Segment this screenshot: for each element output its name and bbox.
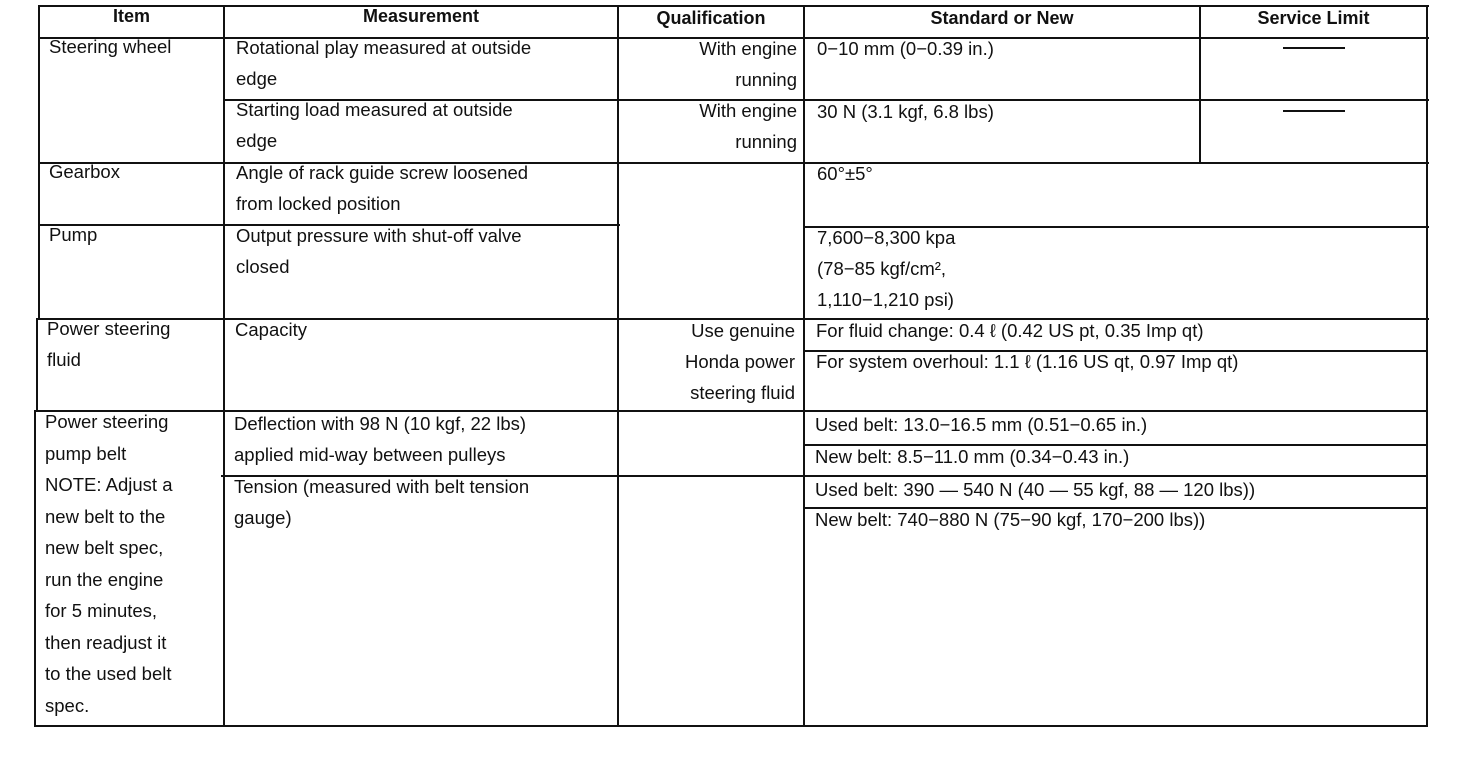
item-belt-line: new belt spec, xyxy=(45,537,164,558)
standard-output-pressure-1: 7,600−8,300 kpa xyxy=(817,227,956,248)
service-limit-dash-2 xyxy=(1283,110,1345,112)
qualification-rotational-2: running xyxy=(735,69,797,90)
qualification-fluid-1: Use genuine xyxy=(691,320,795,341)
standard-deflection-new: New belt: 8.5−11.0 mm (0.34−0.43 in.) xyxy=(815,446,1130,467)
measurement-rotational-play-1: Rotational play measured at outside xyxy=(236,37,532,58)
standard-system-overhaul: For system overhoul: 1.1 ℓ (1.16 US qt, 0.97 Imp qt) xyxy=(816,351,1239,372)
measurement-rack-guide-2: from locked position xyxy=(236,193,401,214)
standard-deflection-used: Used belt: 13.0−16.5 mm (0.51−0.65 in.) xyxy=(815,414,1148,435)
qualification-fluid-2: Honda power xyxy=(684,351,795,372)
item-belt-line: run the engine xyxy=(45,568,164,590)
rule-left-1 xyxy=(38,5,40,320)
item-steering-wheel: Steering wheel xyxy=(49,36,172,57)
qualification-rotational-1: With engine xyxy=(699,38,797,59)
standard-output-pressure-2: (78−85 kgf/cm², xyxy=(817,258,947,279)
rule-left-2 xyxy=(36,318,38,412)
header-service-limit: Service Limit xyxy=(1257,8,1370,28)
rule-right xyxy=(1426,5,1428,727)
measurement-starting-load-2: edge xyxy=(236,130,278,151)
standard-output-pressure-3: 1,110−1,210 psi) xyxy=(817,289,954,310)
rule-left-3 xyxy=(34,410,36,727)
item-belt-line: Power steering xyxy=(45,411,169,432)
item-pump: Pump xyxy=(49,224,98,245)
rule-col-2 xyxy=(223,5,225,727)
standard-rack-guide-angle: 60°±5° xyxy=(817,163,873,184)
header-measurement: Measurement xyxy=(362,6,480,26)
standard-rotational-play: 0−10 mm (0−0.39 in.) xyxy=(817,38,994,59)
item-belt-line: pump belt xyxy=(45,442,127,464)
measurement-rack-guide-1: Angle of rack guide screw loosened xyxy=(236,162,529,183)
rule-bottom xyxy=(34,725,1426,727)
item-belt-line: to the used belt xyxy=(45,663,172,684)
item-belt-line: for 5 minutes, xyxy=(45,600,158,621)
item-fluid-2: fluid xyxy=(47,349,81,370)
qualification-starting-1: With engine xyxy=(699,100,797,121)
measurement-starting-load-1: Starting load measured at outside xyxy=(236,99,513,120)
measurement-rotational-play-2: edge xyxy=(236,68,278,89)
qualification-starting-2: running xyxy=(735,131,797,152)
measurement-deflection-2: applied mid-way between pulleys xyxy=(234,444,506,465)
measurement-deflection-1: Deflection with 98 N (10 kgf, 22 lbs) xyxy=(234,413,527,434)
rule-col-4 xyxy=(803,5,805,727)
standard-fluid-change: For fluid change: 0.4 ℓ (0.42 US pt, 0.35 Imp qt) xyxy=(816,320,1204,341)
measurement-tension-1: Tension (measured with belt tension xyxy=(234,476,530,497)
standard-tension-new: New belt: 740−880 N (75−90 kgf, 170−200 lbs)) xyxy=(815,509,1206,530)
standard-starting-load: 30 N (3.1 kgf, 6.8 lbs) xyxy=(817,101,994,122)
item-belt-line: spec. xyxy=(45,694,90,716)
measurement-output-pressure-1: Output pressure with shut-off valve xyxy=(236,225,522,246)
service-limit-dash-1 xyxy=(1283,47,1345,49)
item-fluid-1: Power steering xyxy=(47,318,171,339)
header-standard: Standard or New xyxy=(930,8,1074,28)
header-qualification: Qualification xyxy=(656,8,766,28)
header-item: Item xyxy=(112,6,150,26)
measurement-capacity: Capacity xyxy=(235,319,307,340)
measurement-output-pressure-2: closed xyxy=(236,256,290,277)
item-belt-line: NOTE: Adjust a xyxy=(45,474,173,495)
standard-tension-used: Used belt: 390 — 540 N (40 — 55 kgf, 88 — 120 lbs)) xyxy=(815,479,1256,500)
measurement-tension-2: gauge) xyxy=(234,507,292,528)
item-gearbox: Gearbox xyxy=(49,161,120,182)
item-belt-line: then readjust it xyxy=(45,631,167,653)
item-belt-line: new belt to the xyxy=(45,505,166,527)
qualification-fluid-3: steering fluid xyxy=(690,382,795,403)
